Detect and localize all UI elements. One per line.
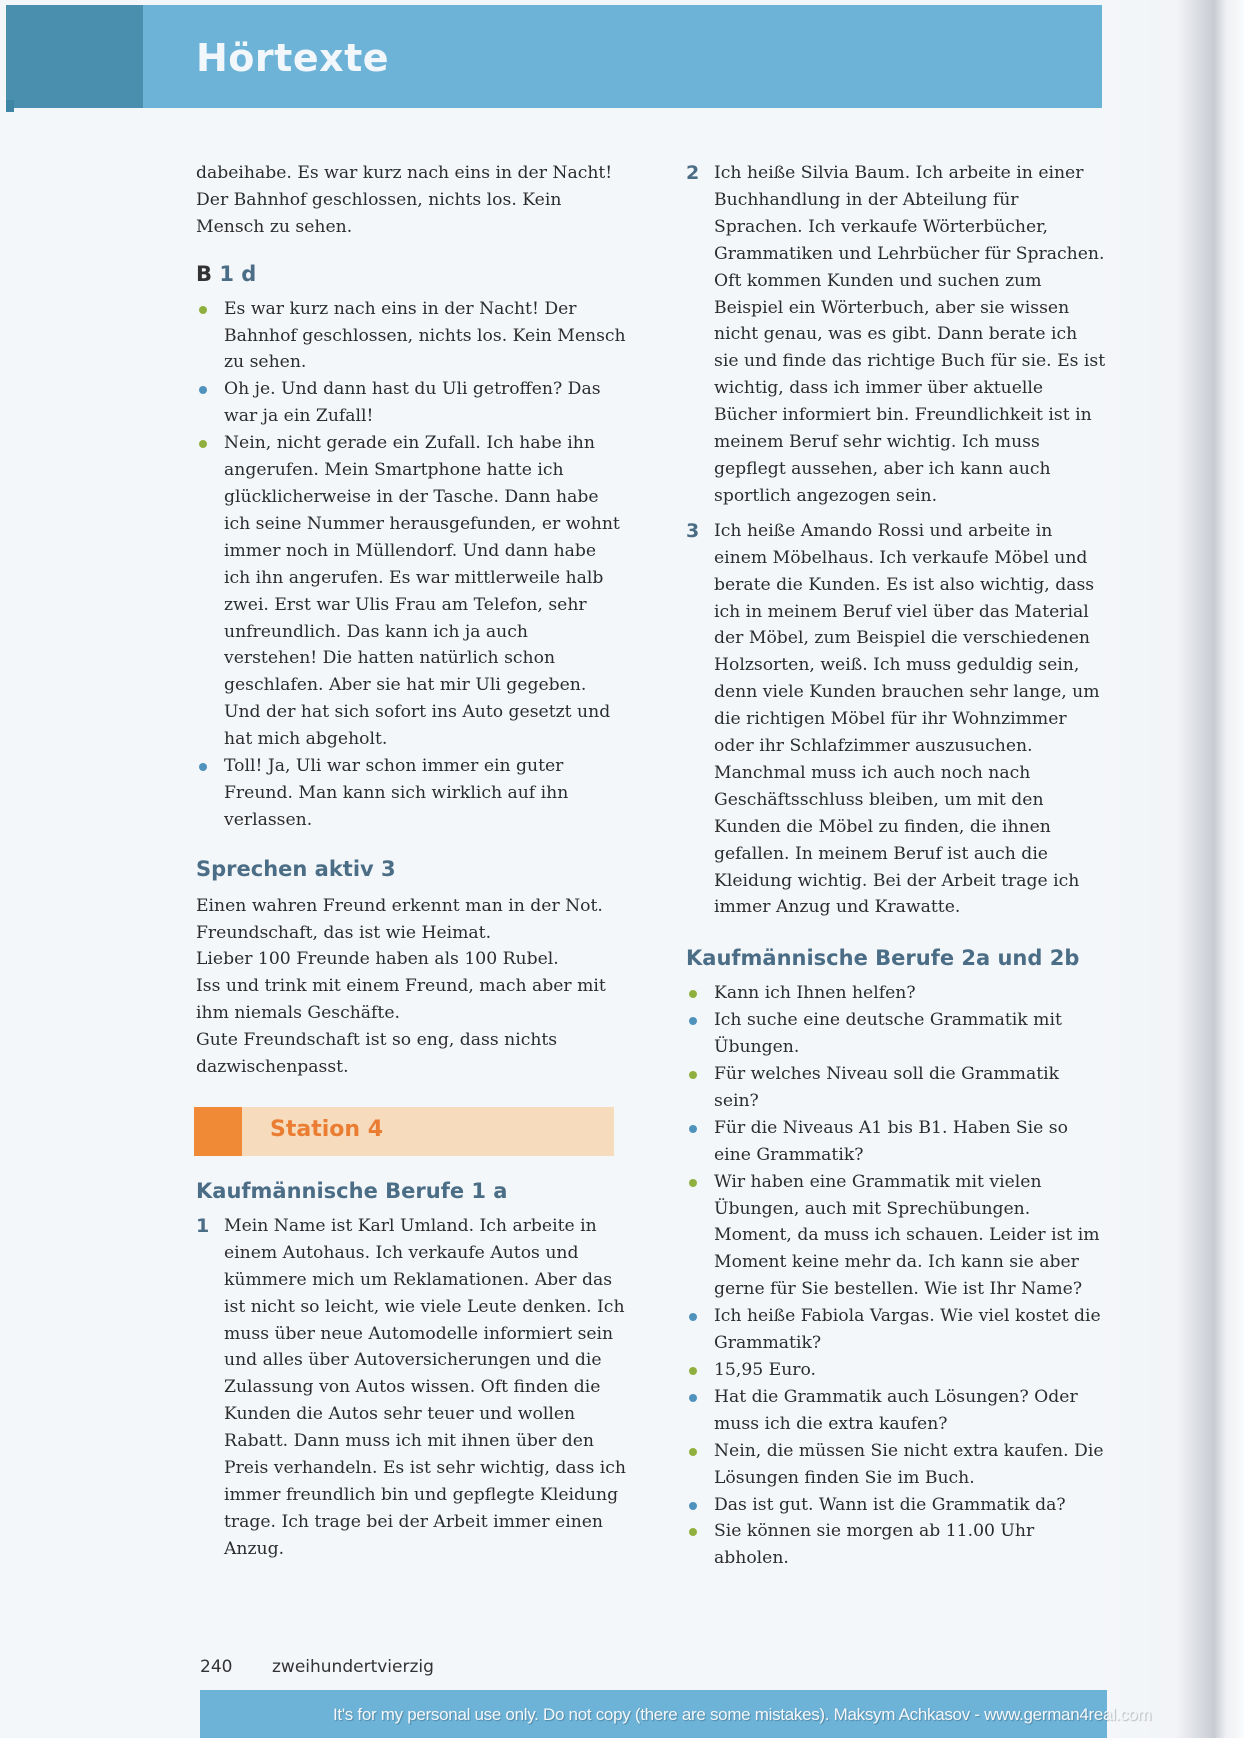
left-column	[196, 160, 626, 1563]
dialogue-line	[686, 980, 1106, 1007]
dialogue-line	[686, 1518, 1106, 1572]
dialogue-text: Oh je. Und dann hast du Uli getroffen? Das war ja ein Zufall!	[224, 379, 601, 427]
speaker-b-bullet-icon	[199, 386, 207, 394]
proverb-line: Lieber 100 Freunde haben als 100 Rubel.	[196, 949, 559, 970]
speaker-a-bullet-icon	[689, 1448, 697, 1456]
dialogue-text: Hat die Grammatik auch Lösungen? Oder muss ich die extra kaufen?	[714, 1386, 1078, 1434]
proverb-list	[196, 893, 626, 1081]
dialogue-line	[686, 1007, 1106, 1061]
dialogue-text: Für welches Niveau soll die Grammatik sein?	[714, 1064, 1060, 1111]
proverb-line: Gute Freundschaft ist so eng, dass nichts dazwischenpasst.	[196, 1030, 558, 1078]
speaker-b-bullet-icon	[689, 1125, 697, 1133]
dialogue-line	[686, 1169, 1106, 1304]
dialogue-line	[686, 1384, 1106, 1438]
numbered-monologue	[686, 160, 1106, 510]
section-heading-berufe-2: Kaufmännische Berufe 2a und 2b	[686, 946, 1080, 971]
speaker-a-bullet-icon	[199, 306, 207, 314]
station-square-icon	[194, 1107, 242, 1156]
speaker-a-bullet-icon	[689, 1528, 697, 1536]
item-number: 3	[686, 519, 700, 542]
speaker-a-bullet-icon	[199, 440, 207, 448]
section-heading-sprechen: Sprechen aktiv 3	[196, 856, 396, 881]
monologue-text: Ich heiße Silvia Baum. Ich arbeite in einer Buchhandlung in der Abteilung für Sprachen. Ich verkaufe Wörterbücher, Grammatiken und Lehrbücher für Sprachen. Oft kommen Kunden und suchen zum Beispiel ein Wörterbuch, aber sie wissen nicht genau, was es gibt. Dann berate ich sie und finde das richtige Buch für sie. Es ist wichtig, dass ich immer über aktuelle Bücher informiert bin. Freundlichkeit ist in meinem Beruf sehr wichtig. Ich muss gepflegt aussehen, aber ich kann auch sportlich angezogen sein.	[714, 163, 1106, 506]
dialogue-text: 15,95 Euro.	[714, 1359, 817, 1380]
dialogue-list-berufe-2	[686, 980, 1106, 1572]
dialogue-text: Es war kurz nach eins in der Nacht! Der Bahnhof geschlossen, nichts los. Kein Mensch zu sehen.	[224, 298, 626, 373]
dialogue-text: Toll! Ja, Uli war schon immer ein guter Freund. Man kann sich wirklich auf ihn verlassen.	[224, 756, 569, 830]
watermark-text: It's for my personal use only. Do not copy (there are some mistakes). Maksym Achkasov - www.german4real.com	[333, 1705, 1152, 1724]
numbered-monologue	[196, 1213, 626, 1563]
dialogue-text: Wir haben eine Grammatik mit vielen Übungen, auch mit Sprechübungen. Moment, da muss ich schauen. Leider ist im Moment keine mehr da. Ich kann sie aber gerne für Sie bestellen. Wie ist Ihr Name?	[714, 1171, 1100, 1300]
dialogue-text: Kann ich Ihnen helfen?	[714, 983, 916, 1004]
speaker-b-bullet-icon	[689, 1394, 697, 1402]
header-band	[6, 5, 1102, 108]
speaker-a-bullet-icon	[689, 1179, 697, 1187]
dialogue-text: Ich heiße Fabiola Vargas. Wie viel kostet die Grammatik?	[714, 1306, 1101, 1354]
monologue-text: Mein Name ist Karl Umland. Ich arbeite in einem Autohaus. Ich verkaufe Autos und kümmere mich um Reklamationen. Aber das ist nicht so leicht, wie viele Leute denken. Ich muss über neue Automodelle informiert sein und alles über Autoversicherungen und die Zulassung von Autos wissen. Oft finden die Kunden die Autos sehr teuer und wollen Rabatt. Dann muss ich mit ihnen über den Preis verhandeln. Es ist sehr wichtig, dass ich immer freundlich bin und gepflegte Kleidung trage. Ich trage bei der Arbeit immer einen Anzug.	[224, 1215, 626, 1559]
section-heading-b1d	[196, 261, 626, 288]
dialogue-line	[196, 430, 626, 753]
page-title: Hörtexte	[196, 36, 390, 80]
dialogue-line	[196, 376, 626, 430]
proverb-line: Einen wahren Freund erkennt man in der Not.	[196, 895, 603, 916]
speaker-a-bullet-icon	[689, 1367, 697, 1375]
monologue-text: Ich heiße Amando Rossi und arbeite in einem Möbelhaus. Ich verkaufe Möbel und berate die Kunden. Es ist also wichtig, dass ich in meinem Beruf viel über das Material der Möbel, zum Beispiel die verschiedenen Holzsorten, weiß. Ich muss geduldig sein, denn viele Kunden brauchen sehr lange, um die richtigen Möbel für ihr Wohnzimmer oder ihr Schlafzimmer auszusuchen. Manchmal muss ich auch noch nach Geschäftsschluss bleiben, um mit den Kunden die Möbel zu finden, die ihnen gefallen. In meinem Beruf ist auch die Kleidung wichtig. Bei der Arbeit trage ich immer Anzug und Krawatte.	[714, 520, 1100, 918]
page-number: 240	[200, 1657, 233, 1677]
intro-paragraph: dabeihabe. Es war kurz nach eins in der Nacht! Der Bahnhof geschlossen, nichts los. Kein Mensch zu sehen.	[196, 163, 613, 237]
dialogue-text: Nein, die müssen Sie nicht extra kaufen. Die Lösungen finden Sie im Buch.	[714, 1440, 1104, 1488]
dialogue-text: Nein, nicht gerade ein Zufall. Ich habe ihn angerufen. Mein Smartphone hatte ich glücklicherweise in der Tasche. Dann habe ich seine Nummer herausgefunden, er wohnt immer noch in Müllendorf. Und dann habe ich ihn angerufen. Es war mittlerweile halb zwei. Erst war Ulis Frau am Telefon, sehr unfreundlich. Das kann ich ja auch verstehen! Die hatten natürlich schon geschlafen. Aber sie hat mir Uli gegeben. Und der hat sich sofort ins Auto gesetzt und hat mich abgeholt.	[224, 433, 620, 750]
dialogue-line	[686, 1492, 1106, 1519]
dialogue-line	[686, 1115, 1106, 1169]
page-edge-shadow	[1094, 0, 1244, 1738]
header-notch	[6, 100, 14, 112]
dialogue-list-b1d	[196, 296, 626, 834]
dialogue-line	[196, 753, 626, 834]
dialogue-line	[686, 1357, 1106, 1384]
dialogue-line	[686, 1438, 1106, 1492]
speaker-b-bullet-icon	[689, 1313, 697, 1321]
station-label: Station 4	[270, 1117, 384, 1142]
dialogue-text: Sie können sie morgen ab 11.00 Uhr abholen.	[714, 1521, 1035, 1569]
dialogue-line	[686, 1061, 1106, 1115]
dialogue-line	[686, 1303, 1106, 1357]
speaker-a-bullet-icon	[689, 1071, 697, 1079]
item-number: 2	[686, 162, 700, 184]
speaker-a-bullet-icon	[689, 990, 697, 998]
proverb-line: Iss und trink mit einem Freund, mach aber mit ihm niemals Geschäfte.	[196, 976, 606, 1024]
speaker-b-bullet-icon	[689, 1502, 697, 1510]
monologue-list-right	[686, 160, 1106, 921]
dialogue-line	[196, 296, 626, 377]
section-heading-berufe-1a: Kaufmännische Berufe 1 a	[196, 1179, 508, 1203]
page-number-word: zweihundertvierzig	[272, 1657, 434, 1677]
monologue-list-1a	[196, 1213, 626, 1563]
heading-prefix: B	[196, 261, 213, 286]
speaker-b-bullet-icon	[689, 1017, 697, 1025]
numbered-monologue	[686, 518, 1106, 922]
speaker-b-bullet-icon	[199, 763, 207, 771]
heading-code: 1 d	[219, 261, 257, 286]
station-banner	[194, 1107, 614, 1156]
dialogue-text: Für die Niveaus A1 bis B1. Haben Sie so eine Grammatik?	[714, 1117, 1068, 1165]
dialogue-text: Das ist gut. Wann ist die Grammatik da?	[714, 1494, 1066, 1515]
proverb-line: Freundschaft, das ist wie Heimat.	[196, 922, 492, 943]
dialogue-text: Ich suche eine deutsche Grammatik mit Übungen.	[714, 1010, 1062, 1058]
item-number: 1	[196, 1214, 210, 1237]
header-accent-block	[6, 5, 143, 108]
right-column	[686, 160, 1106, 1572]
